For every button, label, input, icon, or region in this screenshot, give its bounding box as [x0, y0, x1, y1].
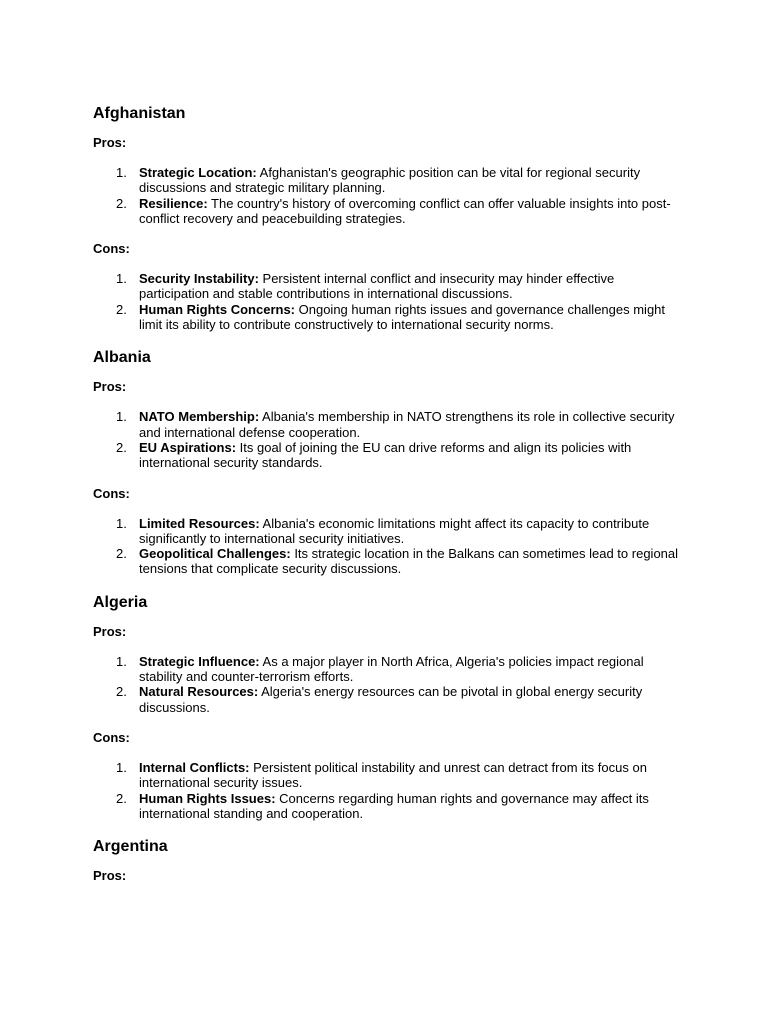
- item-number: 1.: [116, 653, 127, 669]
- cons-list: [93, 516, 693, 577]
- item-title: Natural Resources:: [139, 684, 259, 700]
- item-number: 1.: [116, 165, 127, 180]
- item-title: Resilience:: [139, 195, 208, 211]
- list-item: [93, 654, 683, 685]
- item-title: Human Rights Issues:: [139, 790, 276, 806]
- item-text: Its goal of joining the EU can drive reforms and align its policies with international security standards.: [139, 439, 632, 471]
- pros-list: [93, 165, 693, 226]
- country-heading: Albania: [93, 349, 151, 367]
- cons-heading: Cons:: [93, 729, 130, 745]
- list-item: [93, 196, 683, 227]
- item-text: The country's history of overcoming conflict can offer valuable insights into post-conflict recovery and peacebuilding strategies.: [139, 195, 671, 226]
- pros-list: [93, 654, 693, 715]
- item-text: Albania's economic limitations might affect its capacity to contribute significantly to international security initiatives.: [139, 515, 650, 546]
- list-item: [93, 271, 683, 302]
- list-item: [93, 302, 683, 333]
- list-item: [93, 791, 683, 822]
- cons-list: [93, 760, 693, 821]
- item-text: Its strategic location in the Balkans can sometimes lead to regional tensions that complicate security discussions.: [139, 546, 679, 577]
- item-number: 1.: [116, 759, 127, 775]
- pros-heading: Pros:: [93, 135, 127, 150]
- list-item: [93, 684, 683, 715]
- item-title: Limited Resources:: [139, 515, 260, 531]
- item-text: As a major player in North Africa, Algeria's policies impact regional stability and counter-terrorism efforts.: [139, 653, 644, 685]
- list-item: [93, 409, 683, 440]
- country-section-albania: [93, 348, 693, 576]
- country-heading: Afghanistan: [93, 105, 186, 122]
- item-title: Strategic Location:: [139, 165, 257, 180]
- item-text: Persistent internal conflict and insecurity may hinder effective participation and stable contributions in international discussions.: [139, 271, 615, 302]
- item-title: Security Instability:: [139, 271, 259, 287]
- country-heading: Argentina: [93, 838, 168, 856]
- item-number: 2.: [116, 546, 127, 562]
- item-title: Internal Conflicts:: [139, 759, 250, 775]
- item-title: Strategic Influence:: [139, 653, 260, 669]
- country-section-algeria: [93, 593, 693, 821]
- item-number: 2.: [116, 301, 127, 317]
- pros-heading: Pros:: [93, 623, 127, 639]
- pros-heading: Pros:: [93, 868, 127, 884]
- list-item: [93, 546, 683, 577]
- item-number: 2.: [116, 790, 127, 806]
- country-heading: Algeria: [93, 593, 148, 611]
- item-number: 2.: [116, 439, 127, 455]
- document-page: [93, 104, 693, 898]
- country-section-argentina: [93, 837, 693, 884]
- cons-heading: Cons:: [93, 241, 130, 257]
- item-title: EU Aspirations:: [139, 439, 237, 455]
- item-text: Ongoing human rights issues and governance challenges might limit its ability to contribute constructively to international security norms.: [139, 301, 666, 333]
- item-text: Concerns regarding human rights and governance may affect its international standing and cooperation.: [139, 790, 649, 821]
- item-number: 1.: [116, 515, 127, 531]
- item-number: 1.: [116, 271, 127, 287]
- item-number: 2.: [116, 684, 127, 700]
- item-text: Albania's membership in NATO strengthens its role in collective security and international defense cooperation.: [139, 409, 675, 440]
- list-item: [93, 440, 683, 471]
- country-section-afghanistan: [93, 104, 693, 332]
- cons-heading: Cons:: [93, 485, 130, 501]
- item-title: Human Rights Concerns:: [139, 301, 296, 317]
- item-title: Geopolitical Challenges:: [139, 546, 291, 562]
- item-text: Persistent political instability and unrest can detract from its focus on international security issues.: [139, 759, 647, 791]
- item-text: Afghanistan's geographic position can be vital for regional security discussions and strategic military planning.: [139, 165, 641, 196]
- list-item: [93, 165, 683, 196]
- cons-list: [93, 271, 693, 332]
- item-number: 2.: [116, 195, 127, 211]
- pros-heading: Pros:: [93, 379, 127, 395]
- item-text: Algeria's energy resources can be pivotal in global energy security discussions.: [139, 684, 643, 715]
- list-item: [93, 516, 683, 547]
- pros-list: [93, 409, 693, 470]
- list-item: [93, 760, 683, 791]
- item-title: NATO Membership:: [139, 409, 260, 425]
- item-number: 1.: [116, 409, 127, 425]
